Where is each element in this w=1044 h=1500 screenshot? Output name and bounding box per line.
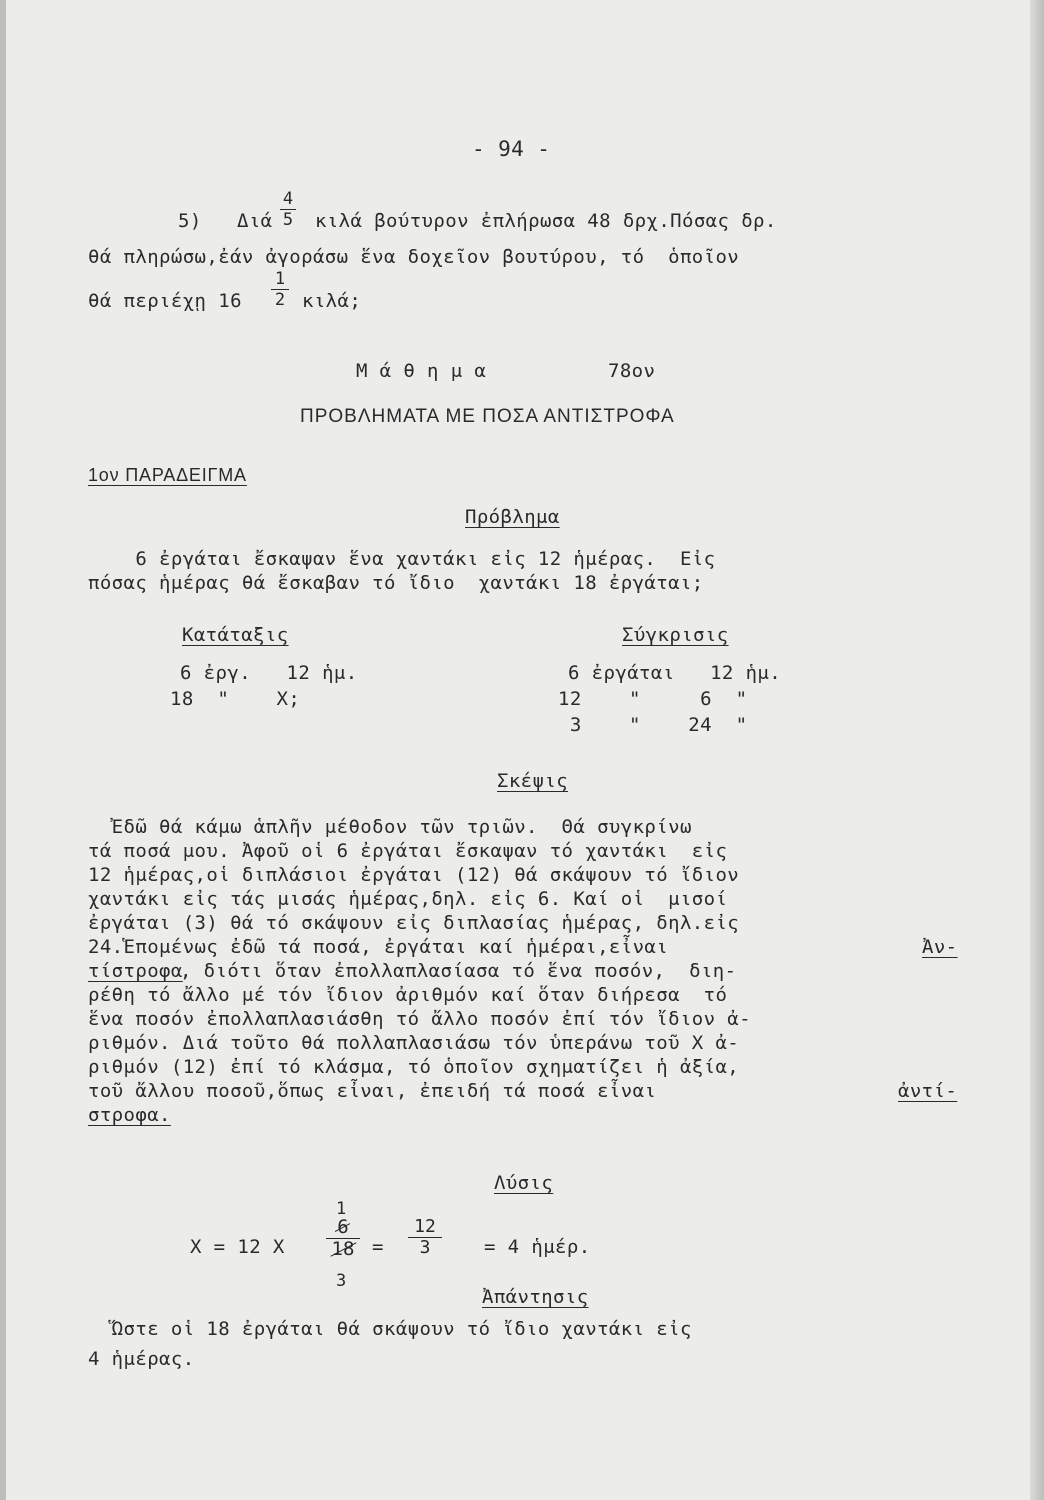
fraction-numerator: 12 — [414, 1216, 436, 1237]
problem-heading: Πρόβλημα — [465, 506, 560, 528]
answer-line: Ὥστε οἱ 18 ἐργάται θά σκάψουν τό ἴδιο χαντάκι εἰς — [88, 1318, 692, 1340]
fraction-denominator: 18 — [331, 1238, 355, 1260]
sygkrisis-heading: Σύγκρισις — [622, 624, 729, 646]
skepsis-line: τοῦ ἄλλου ποσοῦ,ὅπως εἶναι, ἐπειδή τά ποσά εἶναι — [88, 1080, 669, 1102]
katataxis-row: 6 ἐργ. 12 ἡμ. — [180, 662, 358, 684]
skepsis-heading: Σκέψις — [497, 770, 569, 792]
fraction-twelve-thirds — [408, 1218, 442, 1257]
skepsis-line: 24.Ἑπομένως ἐδῶ τά ποσά, ἐργάται καί ἡμέραι,εἶναι — [88, 936, 680, 958]
skepsis-line: ριθμόν. Διά τοῦτο θά πολλαπλασιάσω τόν ὑπεράνω τοῦ Χ ἀ- — [88, 1032, 740, 1054]
fraction-one-half — [271, 270, 289, 309]
problem5-text-c: θά περιέχῃ 16 — [88, 290, 242, 312]
lesson-label: Μ ά θ η μ α — [356, 360, 487, 382]
sygkrisis-row: 3 " 24 " — [558, 714, 748, 736]
skepsis-line: ἐργάται (3) θά τό σκάψουν εἰς διπλασίας ἡμέρας, δηλ.εἰς — [88, 912, 740, 934]
lesson-number: 78ον — [608, 360, 656, 382]
fraction-denominator: 2 — [274, 290, 286, 310]
skepsis-line: 12 ἡμέρας,οἱ διπλάσιοι ἐργάται (12) θά σκάψουν τό ἴδιον — [88, 864, 740, 886]
fraction-numerator: 1 — [274, 269, 286, 289]
fraction-denominator: 5 — [282, 210, 294, 230]
skepsis-line: ἕνα ποσόν ἐπολλαπλασιάσθη τό ἄλλο ποσόν ἐπί τόν ἴδιον ἀ- — [88, 1008, 751, 1030]
section-title: ΠΡΟΒΛΗΜΑΤΑ ΜΕ ΠΟΣΑ ΑΝΤΙΣΤΡΟΦΑ — [300, 406, 675, 427]
page-number: - 94 - — [472, 137, 551, 161]
fraction-denominator: 3 — [419, 1237, 431, 1258]
problem5-text-a: Διά — [237, 210, 273, 232]
fraction-numerator: 6 — [337, 1216, 349, 1238]
fraction-four-fifths — [280, 190, 296, 229]
skepsis-line: , διότι ὅταν ἐπολλαπλασίασα τό ἕνα ποσόν, διη- — [180, 960, 737, 982]
skepsis-line: χαντάκι εἰς τάς μισάς ἡμέρας,δηλ. εἰς 6. Καί οἱ μισοί — [88, 888, 728, 910]
lysis-lhs: Χ = 12 Χ — [190, 1236, 285, 1258]
underlined-strofa: στροφα. — [88, 1104, 171, 1126]
fraction-numerator: 4 — [282, 189, 294, 209]
problem5-text-b: κιλά βούτυρον ἐπλήρωσα 48 δρχ.Πόσας δρ. — [315, 210, 777, 232]
answer-heading: Ἀπάντησις — [482, 1286, 589, 1308]
lysis-heading: Λύσις — [494, 1172, 554, 1194]
problem5-number: 5) — [178, 210, 202, 232]
answer-line: 4 ἡμέρας. — [88, 1348, 195, 1370]
problem-line-2: πόσας ἡμέρας θά ἔσκαβαν τό ἴδιο χαντάκι 18 ἐργάται; — [88, 572, 704, 594]
problem5-line-2: θά πληρώσω,ἐάν ἀγοράσω ἕνα δοχεῖον βουτύρου, τό ὁποῖον — [88, 246, 740, 268]
example-label: 1ον ΠΑΡΑΔΕΙΓΜΑ — [88, 465, 247, 485]
katataxis-row: 18 " Χ; — [170, 688, 301, 710]
skepsis-line: ριθμόν (12) ἐπί τό κλάσμα, τό ὁποῖον σχηματίζει ἡ ἀξία, — [88, 1056, 740, 1078]
sygkrisis-row: 6 ἐργάται 12 ἡμ. — [568, 662, 782, 684]
underlined-tistrofa: τίστροφα — [88, 960, 183, 982]
sygkrisis-row: 12 " 6 " — [558, 688, 748, 710]
page-edge-right — [1030, 0, 1044, 1500]
page-edge-left — [0, 0, 6, 1500]
underlined-anti: ἀντί- — [898, 1080, 958, 1102]
skepsis-line: Ἐδῶ θά κάμω ἁπλῆν μέθοδον τῶν τριῶν. Θά συγκρίνω — [88, 816, 692, 838]
underlined-an: Ἀν- — [922, 936, 958, 958]
katataxis-heading: Κατάταξις — [182, 624, 289, 646]
cancel-bottom: 3 — [336, 1271, 347, 1291]
cancel-top: 1 — [336, 1199, 347, 1219]
skepsis-line: ρέθη τό ἄλλο μέ τόν ἴδιον ἀριθμόν καί ὅταν διήρεσα τό — [88, 984, 728, 1006]
fraction-six-eighteenths — [326, 1218, 360, 1259]
lysis-result: = 4 ἡμέρ. — [484, 1236, 591, 1258]
problem-line-1: 6 ἐργάται ἔσκαψαν ἕνα χαντάκι εἰς 12 ἡμέρας. Εἰς — [88, 548, 716, 570]
problem5-text-d: κιλά; — [302, 290, 362, 312]
lysis-equals: = — [372, 1236, 384, 1258]
skepsis-line: τά ποσά μου. Ἀφοῦ οἱ 6 ἐργάται ἔσκαψαν τό χαντάκι εἰς — [88, 840, 728, 862]
